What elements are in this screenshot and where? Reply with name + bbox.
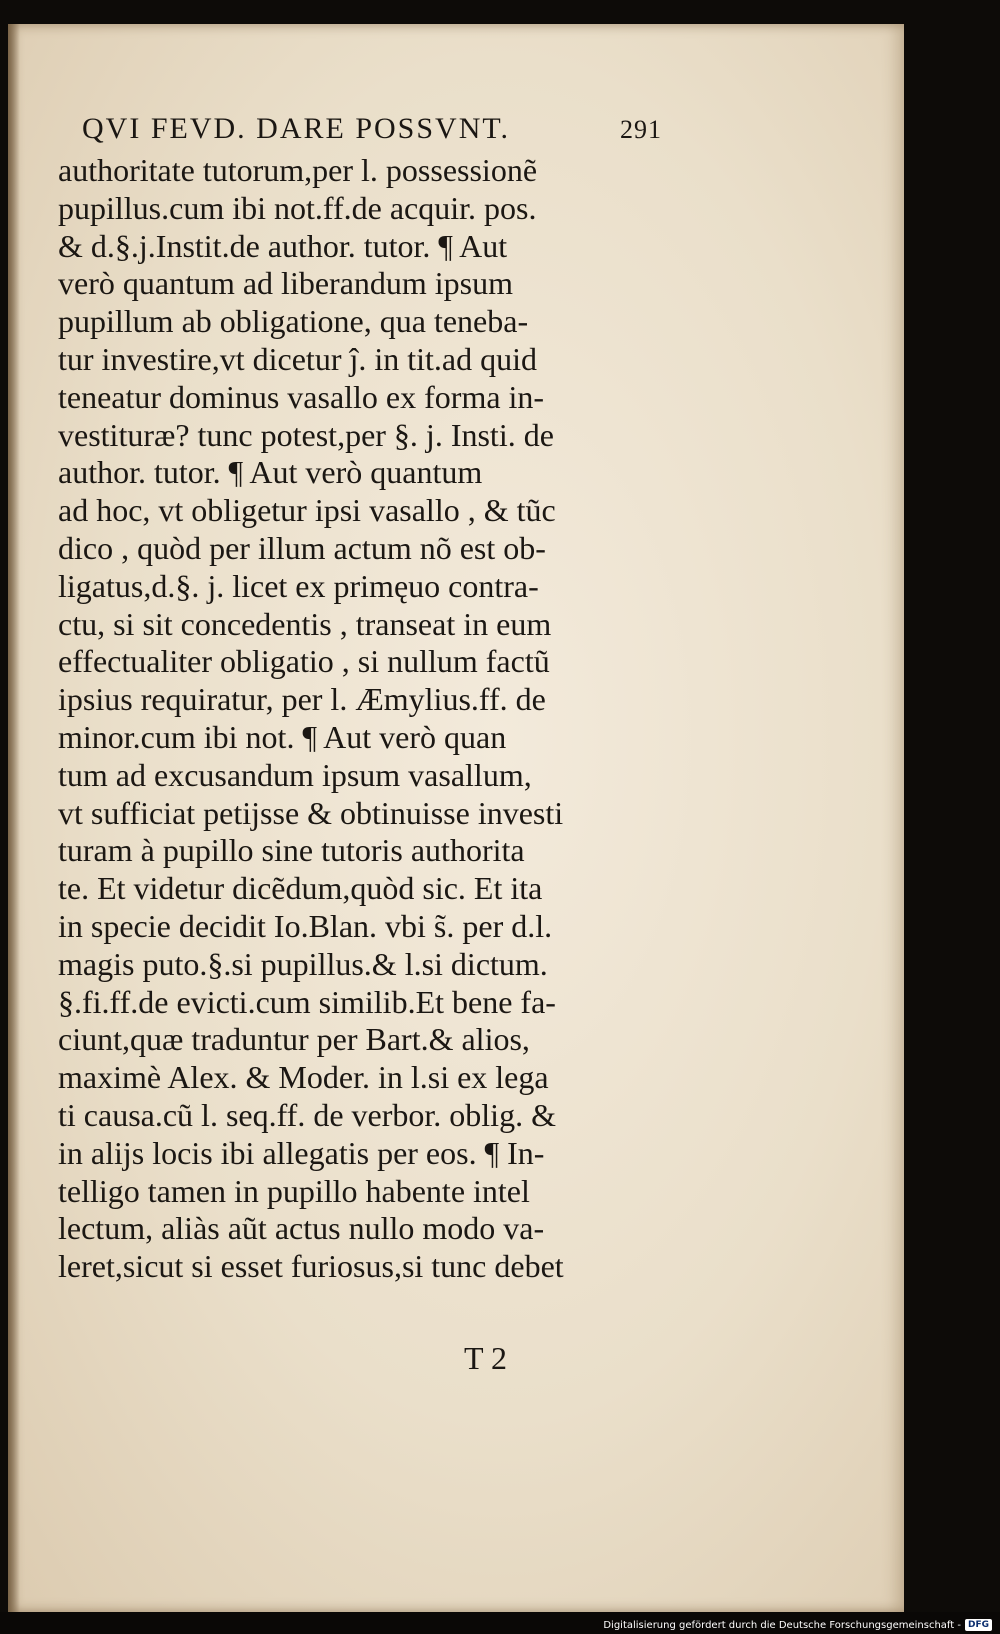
text-line: ti causa.cũ l. seq.ff. de verbor. oblig. &: [58, 1096, 556, 1133]
text-line: & d.§.j.Instit.de author. tutor. ¶ Aut: [58, 227, 508, 264]
text-line: vestituræ? tunc potest,per §. j. Insti. de: [58, 416, 554, 453]
text-line: ciunt,quæ traduntur per Bart.& alios,: [58, 1021, 530, 1058]
text-line: §.fi.ff.de evicti.cum similib.Et bene fa-: [58, 983, 556, 1020]
text-line: ad hoc, vt obligetur ipsi vasallo , & tũc: [58, 492, 556, 529]
credit-text: Digitalisierung gefördert durch die Deutsche Forschungsgemeinschaft -: [603, 1619, 961, 1631]
text-line: vt sufficiat petijsse & obtinuisse investi: [58, 794, 564, 831]
text-line: minor.cum ibi not. ¶ Aut verò quan: [58, 718, 507, 755]
scan-bottom-border: [0, 1612, 1000, 1634]
text-line: in specie decidit Io.Blan. vbi s̃. per d.l.: [58, 907, 553, 944]
digitization-credit: [603, 1619, 992, 1631]
text-line: teneatur dominus vasallo ex forma in-: [58, 378, 545, 415]
text-line: pupillus.cum ibi not.ff.de acquir. pos.: [58, 189, 537, 226]
text-line: ctu, si sit concedentis , transeat in eum: [58, 605, 552, 642]
text-line: te. Et videtur dicẽdum,quòd sic. Et ita: [58, 870, 543, 907]
text-line: telligo tamen in pupillo habente intel: [58, 1172, 530, 1209]
text-line: ligatus,d.§. j. licet ex primęuo contra-: [58, 567, 539, 604]
text-line: maximè Alex. & Moder. in l.si ex lega: [58, 1059, 549, 1096]
text-line: in alijs locis ibi allegatis per eos. ¶ In-: [58, 1134, 545, 1171]
text-line: ipsius requiratur, per l. Æmylius.ff. de: [58, 681, 546, 718]
text-line: pupillum ab obligatione, qua teneba-: [58, 303, 529, 340]
text-line: verò quantum ad liberandum ipsum: [58, 265, 514, 302]
text-line: leret,sicut si esset furiosus,si tunc debet: [58, 1248, 564, 1285]
page-number: 291: [620, 115, 662, 144]
paper-page: [8, 24, 904, 1612]
text-line: magis puto.§.si pupillus.& l.si dictum.: [58, 945, 548, 982]
body-text: [58, 152, 648, 1286]
running-head: [82, 112, 662, 152]
page-gutter-shadow: [8, 24, 20, 1612]
signature-mark: T 2: [464, 1340, 507, 1376]
text-line: lectum, aliàs aũt actus nullo modo va-: [58, 1210, 545, 1247]
text-line: tum ad excusandum ipsum vasallum,: [58, 756, 532, 793]
text-line: tur investire,vt dicetur ĵ. in tit.ad quid: [58, 340, 538, 377]
text-line: turam à pupillo sine tutoris authorita: [58, 832, 525, 869]
text-line: effectualiter obligatio , si nullum factũ: [58, 643, 550, 680]
text-line: dico , quòd per illum actum nõ est ob-: [58, 529, 546, 566]
text-line: authoritate tutorum,per l. possessionẽ: [58, 152, 538, 188]
running-head-title: QVI FEVD. DARE POSSVNT.: [82, 112, 510, 145]
text-block: [58, 112, 662, 1286]
text-line: author. tutor. ¶ Aut verò quantum: [58, 454, 483, 491]
dfg-logo-icon: DFG: [965, 1619, 992, 1631]
